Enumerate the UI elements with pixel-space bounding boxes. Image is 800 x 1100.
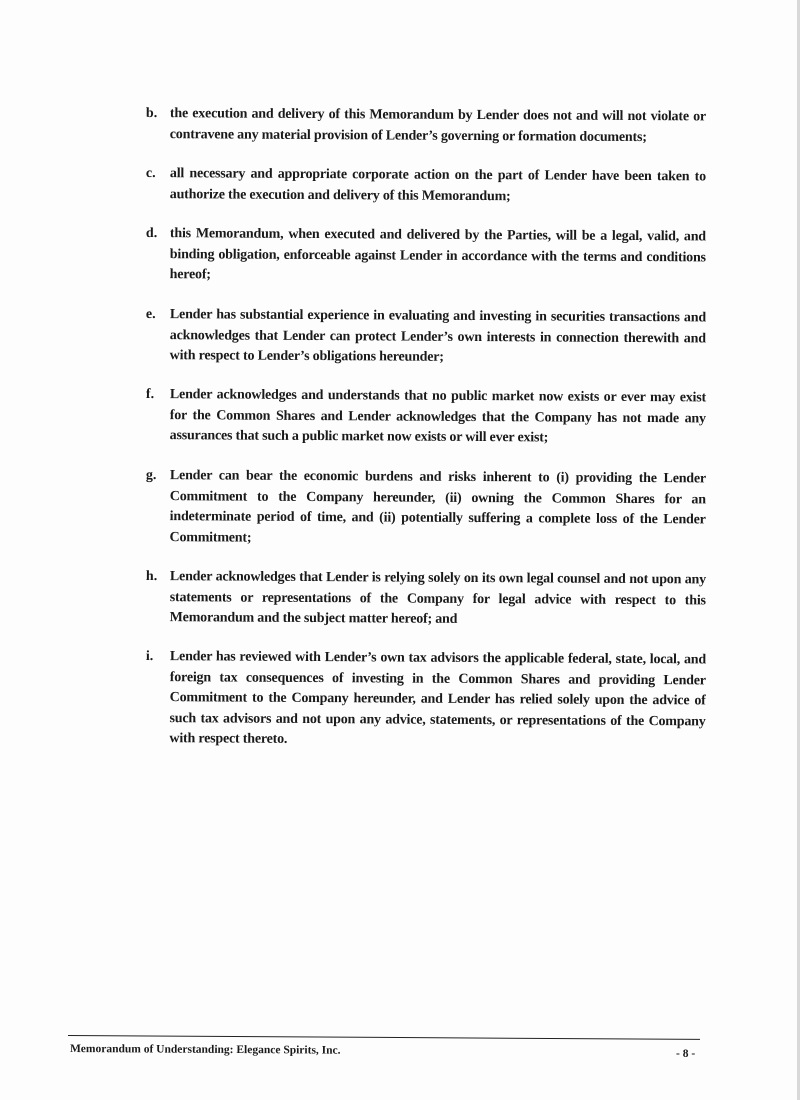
clause-letter: c. (145, 165, 156, 182)
clause-e (146, 305, 706, 370)
clause-text: Lender has reviewed with Lender’s own tax advisors the applicable federal, state, local, and foreign tax consequences of investing in the Common Shares and providing Lender Commitment to the Company hereunder, and Lender has relied solely upon the advice of such tax advisors and not upon any advice, statements, or representations of the Company with respect thereto. (169, 649, 706, 747)
clause-letter: d. (145, 225, 158, 242)
clause-text: all necessary and appropriate corporate action on the part of Lender have been taken to authorize the execution and delivery of this Memorandum; (169, 166, 706, 204)
clause-list (146, 104, 706, 769)
clause-letter: h. (145, 568, 158, 584)
clause-text: Lender can bear the economic burdens and risks inherent to (i) providing the Lender Commitment to the Company hereunder, (ii) owning the Common Shares for an indeterminate period of time, and (ii) potentially suffering a complete loss of the Lender Commitment; (169, 467, 706, 545)
clause-text: the execution and delivery of this Memorandum by Lender does not and will not violate or contravene any material provision of Lender’s governing or formation documents; (169, 106, 706, 145)
page-number: - 8 - (676, 1048, 696, 1060)
clause-c (146, 164, 706, 208)
clause-d (146, 224, 706, 289)
clause-letter: f. (145, 386, 155, 403)
clause-g (145, 466, 705, 551)
clause-i (145, 647, 706, 753)
footer-title: Memorandum of Understanding: Elegance Spirits, Inc. (69, 1043, 341, 1057)
clause-letter: e. (145, 306, 156, 322)
clause-letter: b. (145, 105, 158, 122)
clause-letter: i. (145, 648, 154, 665)
clause-b (146, 104, 706, 148)
clause-f (146, 385, 706, 450)
clause-text: this Memorandum, when executed and delivered by the Parties, will be a legal, valid, and binding obligation, enforceable against Lender in accordance with the terms and conditions hereof; (169, 226, 706, 283)
clause-h (146, 567, 706, 632)
footer-divider (68, 1035, 700, 1040)
clause-text: Lender acknowledges and understands that no public market now exists or ever may exist for the Common Shares and Lender acknowledges that the Company has not made any assurances that such a public market now exists or will ever exist; (169, 387, 706, 446)
clause-text: Lender has substantial experience in evaluating and investing in securities transactions and acknowledges that Lender can protect Lender’s own interests in connection therewith and with respect to Lender’s obligations hereunder; (169, 306, 706, 365)
clause-letter: g. (145, 467, 157, 483)
clause-text: Lender acknowledges that Lender is relying solely on its own legal counsel and not upon any statements or representations of the Company for legal advice with respect to this Memorandum and the subject matter hereof; and (169, 568, 706, 627)
